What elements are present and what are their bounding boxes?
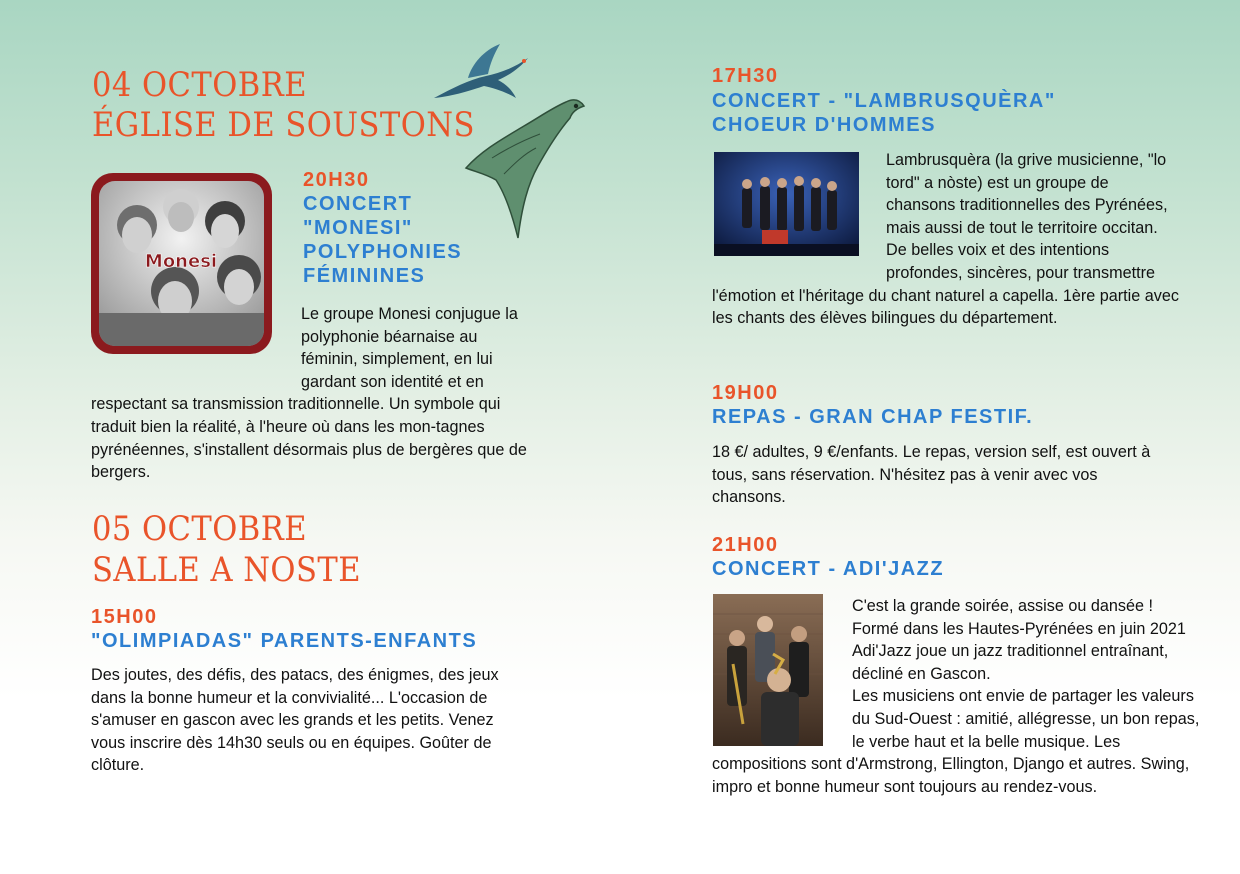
event-time-2030: 20H30 (303, 169, 370, 191)
monesi-description (91, 303, 531, 484)
olimpiadas-description: Des joutes, des défis, des patacs, des énigmes, des jeux dans la bonne humeur et la convivialité... L'occasion de s'amuser en gascon avec les grands et les petits. Venez vous inscrire dès 14h30 seuls ou en équipes. Goûter de clôture. (91, 666, 499, 775)
lambrusquera-title-line1: CONCERT - "LAMBRUSQUÈRA" (712, 90, 1056, 112)
adijazz-description-p2: Les musiciens ont envie de partager les valeurs du Sud-Ouest : amitié, allégresse, un bon repas, le verbe haut et la belle musique. Les compositions sont d'Armstrong, Ellington, Django et autres. Swing, impro et bonne humeur sont toujours au rendez-vous. (712, 687, 1200, 796)
venue-heading-day2-line2: SALLE A NOSTE (92, 550, 362, 590)
monesi-title-line: FÉMININES (303, 265, 426, 287)
repas-title: REPAS - GRAN CHAP FESTIF. (712, 406, 1034, 428)
monesi-title-line: "MONESI" (303, 217, 413, 239)
event-time-1730: 17H30 (712, 65, 779, 87)
monesi-title (303, 192, 462, 288)
venue-heading-day2-line1: 05 OCTOBRE (92, 509, 308, 549)
olimpiadas-title: "OLIMPIADAS" PARENTS-ENFANTS (91, 630, 478, 652)
venue-heading-day1-line1: 04 OCTOBRE (92, 65, 308, 105)
monesi-description-text: Le groupe Monesi conjugue la polyphonie béarnaise au féminin, simplement, en lui gardant son identité et en respectant sa transmission traditionnelle. Un symbole qui traduit bien la réalité, à l'heure où dans les mon-tagnes pyrénéennes, s'installent désormais plus de bergères que de bergers. (91, 305, 527, 482)
monesi-title-line: CONCERT (303, 193, 413, 215)
repas-description: 18 €/ adultes, 9 €/enfants. Le repas, version self, est ouvert à tous, sans réservation. N'hésitez pas à venir avec vos chansons. (712, 443, 1151, 507)
event-time-1500: 15H00 (91, 606, 158, 628)
adijazz-title: CONCERT - ADI'JAZZ (712, 558, 945, 580)
adijazz-description-p1: C'est la grande soirée, assise ou dansée ! Formé dans les Hautes-Pyrénées en juin 2021 Adi'Jazz joue un jazz traditionnel entraînant, décliné en Gascon. (852, 597, 1186, 683)
venue-heading-day1-line2: ÉGLISE DE SOUSTONS (92, 105, 475, 145)
monesi-photo-caption: Monesi (144, 251, 218, 272)
adijazz-description (712, 595, 1202, 798)
monesi-title-line: POLYPHONIES (303, 241, 463, 263)
event-time-1900: 19H00 (712, 382, 779, 404)
lambrusquera-title-line2: CHOEUR D'HOMMES (712, 114, 936, 136)
lambrusquera-description-text: Lambrusquèra (la grive musicienne, "lo tord" a nòste) est un groupe de chansons traditionnelles des Pyrénées, mais aussi de tout le territoire occitan. De belles voix et des intentions profondes, sincères, pour transmettre l'émotion et l'héritage du chant naturel a capella. 1ère partie avec les chants des élèves bilingues du département. (712, 151, 1179, 328)
event-time-2100: 21H00 (712, 534, 779, 556)
lambrusquera-description (712, 149, 1182, 330)
